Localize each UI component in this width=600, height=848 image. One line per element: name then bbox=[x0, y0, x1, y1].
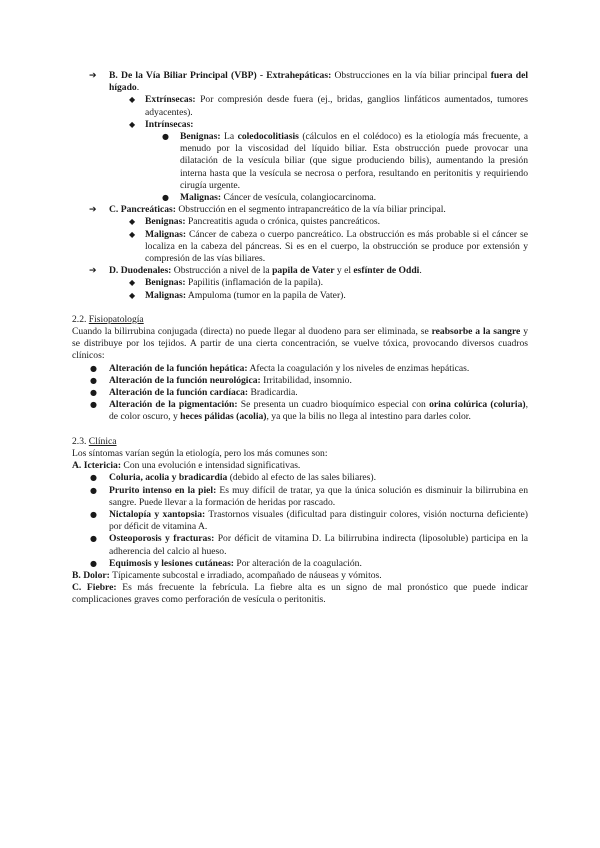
list-item-osteoporosis bbox=[72, 533, 528, 557]
diamond-bullet-icon: ◆ bbox=[129, 278, 136, 288]
fisio-p1-bold: reabsorbe a la sangre bbox=[431, 326, 521, 338]
vbp-letter: B. bbox=[109, 70, 118, 81]
clinica-intro: Los síntomas varían según la etiología, pero los más comunes son: bbox=[72, 447, 328, 459]
nictalopia-label: Nictalopía y xantopsia: bbox=[109, 508, 206, 520]
list-item-duodenales bbox=[72, 265, 528, 277]
list-item-vbp-malignas bbox=[72, 192, 528, 204]
coluria-label: Coluria, acolia y bradicardia bbox=[109, 472, 228, 484]
vbp-malignas-text: Cáncer de vesícula, colangiocarcinoma. bbox=[223, 192, 377, 204]
pancreaticas-benignas-label: Benignas: bbox=[145, 216, 186, 228]
extrinsecas-label: Extrínsecas: bbox=[145, 94, 196, 106]
duodenales-malignas-text: Ampuloma (tumor en la papila de Vater). bbox=[187, 289, 346, 301]
prurito-label: Prurito intenso en la piel: bbox=[109, 484, 217, 496]
pigmentacion-bold2: heces pálidas (acolia) bbox=[180, 411, 267, 423]
diamond-bullet-icon: ◆ bbox=[129, 290, 136, 300]
dolor-label: B. Dolor: bbox=[72, 569, 110, 581]
clinica-dolor bbox=[72, 570, 528, 582]
equimosis-label: Equimosis y lesiones cutáneas: bbox=[109, 557, 234, 569]
hepatica-label: Alteración de la función hepática: bbox=[109, 362, 248, 374]
coluria-text: (debido al efecto de las sales biliares). bbox=[229, 472, 376, 484]
pigmentacion-text3: , ya que la bilis no llega al intestino para darles color. bbox=[266, 411, 471, 423]
vbp-text-bold: fuera del hígado bbox=[109, 70, 528, 94]
extrinsecas-text: Por compresión desde fuera (ej., bridas, ganglios linfáticos aumentados, tumores adyacentes). bbox=[145, 94, 528, 118]
fiebre-label: C. Fiebre: bbox=[72, 582, 117, 594]
bullet-icon: ● bbox=[90, 509, 97, 519]
cardiaca-label: Alteración de la función cardíaca: bbox=[109, 387, 249, 399]
intrinsecas-label: Intrínsecas: bbox=[145, 118, 194, 130]
pancreaticas-letter: C. bbox=[109, 204, 119, 216]
fisio-heading: Fisiopatología bbox=[88, 313, 144, 325]
equimosis-text: Por alteración de la coagulación. bbox=[236, 557, 362, 569]
diamond-bullet-icon: ◆ bbox=[129, 119, 136, 129]
vbp-benignas-text1: La bbox=[223, 131, 235, 143]
duodenales-letter: D. bbox=[109, 265, 119, 277]
arrow-icon: ➔ bbox=[89, 71, 97, 81]
vbp-malignas-label: Malignas: bbox=[180, 192, 222, 204]
pancreaticas-text: Obstrucción en el segmento intrapancreático de la vía biliar principal. bbox=[178, 204, 446, 216]
list-item-pigmentacion bbox=[72, 399, 528, 423]
ictericia-text: Con una evolución e intensidad significativas. bbox=[123, 460, 301, 472]
pigmentacion-label: Alteración de la pigmentación: bbox=[109, 399, 238, 411]
pigmentacion-bold1: orina colúrica (coluria) bbox=[429, 399, 526, 411]
bullet-icon: ● bbox=[162, 193, 169, 203]
bullet-icon: ● bbox=[90, 485, 97, 495]
document-content bbox=[72, 70, 528, 607]
arrow-icon: ➔ bbox=[89, 205, 97, 216]
diamond-bullet-icon: ◆ bbox=[129, 229, 136, 239]
prurito-text: Es muy difícil de tratar, ya que la única solución es disminuir la bilirrubina en sangre. Puede llevar a la formación de heridas por rascado. bbox=[109, 484, 528, 508]
pancreaticas-malignas-text: Cáncer de cabeza o cuerpo pancreático. La obstrucción es más probable si el cáncer se localiza en la cabeza del páncreas. Si es en el cuerpo, la obstrucción se produce por extensión y compresión de las vías biliares. bbox=[145, 228, 528, 265]
fiebre-text: Es más frecuente la febrícula. La fiebre alta es un signo de mal pronóstico que puede indicar complicaciones graves como perforación de vesícula o peritonitis. bbox=[72, 582, 529, 606]
fisio-number: 2.2. bbox=[72, 313, 87, 325]
vbp-benignas-bold: coledocolitiasis bbox=[237, 131, 299, 143]
hepatica-text: Afecta la coagulación y los niveles de enzimas hepáticas. bbox=[249, 362, 470, 374]
list-item-hepatica bbox=[72, 363, 528, 375]
list-item-duodenales-malignas bbox=[72, 290, 528, 302]
duodenales-text2: y el bbox=[336, 265, 351, 277]
vbp-title: De la Vía Biliar Principal (VBP) - Extrahepáticas: bbox=[121, 70, 332, 81]
bullet-icon: ● bbox=[90, 388, 97, 398]
dolor-text: Típicamente subcostal e irradiado, acompañado de náuseas y vómitos. bbox=[112, 569, 382, 581]
bullet-icon: ● bbox=[90, 473, 97, 483]
list-item-extrinsecas bbox=[72, 94, 528, 118]
duodenales-benignas-text: Papilitis (inflamación de la papila). bbox=[187, 277, 324, 289]
osteoporosis-text: Por déficit de vitamina D. La bilirrubina indirecta (liposoluble) participa en la adherencia del calcio al hueso. bbox=[109, 533, 528, 557]
arrow-icon: ➔ bbox=[89, 266, 97, 277]
section-heading-fisiopatologia bbox=[72, 314, 528, 326]
list-item-neurologica bbox=[72, 375, 528, 387]
list-item-pancreaticas bbox=[72, 204, 528, 216]
pancreaticas-title: Pancreáticas: bbox=[120, 204, 176, 216]
duodenales-text1: Obstrucción a nivel de la bbox=[173, 265, 270, 277]
list-item-duodenales-benignas bbox=[72, 277, 528, 289]
list-item-pancreaticas-malignas bbox=[72, 229, 528, 266]
bullet-icon: ● bbox=[90, 534, 97, 544]
duodenales-bold1: papila de Vater bbox=[272, 265, 335, 277]
pigmentacion-text1: Se presenta un cuadro bioquímico especial con bbox=[240, 399, 426, 411]
list-item-prurito bbox=[72, 485, 528, 509]
cardiaca-text: Bradicardia. bbox=[250, 387, 298, 399]
vbp-text: Obstrucciones en la vía biliar principal bbox=[334, 70, 488, 81]
diamond-bullet-icon: ◆ bbox=[129, 95, 136, 105]
clinica-number: 2.3. bbox=[72, 435, 87, 447]
section-heading-clinica bbox=[72, 436, 528, 448]
list-item-vbp bbox=[72, 70, 528, 94]
ictericia-label: A. Ictericia: bbox=[72, 460, 122, 472]
pigmentacion-text2: , de color oscuro, y bbox=[109, 399, 528, 423]
list-item-equimosis bbox=[72, 558, 528, 570]
bullet-icon: ● bbox=[90, 400, 97, 410]
pancreaticas-benignas-text: Pancreatitis aguda o crónica, quistes pancreáticos. bbox=[187, 216, 381, 228]
bullet-icon: ● bbox=[90, 375, 97, 385]
duodenales-title: Duodenales: bbox=[120, 265, 172, 277]
duodenales-bold2: esfínter de Oddi bbox=[353, 265, 420, 277]
list-item-nictalopia bbox=[72, 509, 528, 533]
osteoporosis-label: Osteoporosis y fracturas: bbox=[109, 533, 215, 545]
vbp-benignas-label: Benignas: bbox=[180, 131, 221, 143]
clinica-heading: Clínica bbox=[88, 435, 117, 447]
bullet-icon: ● bbox=[162, 132, 169, 142]
duodenales-text3: . bbox=[419, 265, 422, 277]
list-item-cardiaca bbox=[72, 387, 528, 399]
clinica-fiebre bbox=[72, 582, 528, 606]
neurologica-label: Alteración de la función neurológica: bbox=[109, 374, 261, 386]
vbp-text-end: . bbox=[136, 82, 140, 94]
duodenales-benignas-label: Benignas: bbox=[145, 277, 186, 289]
neurologica-text: Irritabilidad, insomnio. bbox=[263, 374, 352, 386]
fisio-p2: y se distribuye por los tejidos. A partir de una cierta concentración, se vuelve tóxica, provocando diversos cuadros clínicos: bbox=[72, 326, 528, 362]
fisio-p1: Cuando la bilirrubina conjugada (directa) no puede llegar al duodeno para ser eliminada, se bbox=[72, 326, 429, 338]
fisio-paragraph bbox=[72, 326, 528, 363]
list-item-vbp-benignas bbox=[72, 131, 528, 192]
list-item-coluria bbox=[72, 472, 528, 484]
clinica-ictericia bbox=[72, 460, 528, 472]
diamond-bullet-icon: ◆ bbox=[129, 217, 136, 227]
nictalopia-text: Trastornos visuales (dificultad para distinguir colores, visión nocturna deficiente) por déficit de vitamina A. bbox=[109, 508, 528, 533]
duodenales-malignas-label: Malignas: bbox=[145, 289, 187, 301]
vbp-benignas-text2: (cálculos en el colédoco) es la etiología más frecuente, a menudo por la viscosidad del líquido biliar. Esta obstrucción puede provocar una dilatación de la vesícula biliar (que sigue produciendo bilis), aumentando la presión interna hasta que la vesícula se necrosa o perfora, resultando en peritonitis y requiriendo cirugía urgente. bbox=[180, 131, 529, 191]
pancreaticas-malignas-label: Malignas: bbox=[145, 228, 187, 240]
bullet-icon: ● bbox=[90, 363, 97, 373]
list-item-pancreaticas-benignas bbox=[72, 216, 528, 228]
list-item-intrinsecas bbox=[72, 119, 528, 131]
bullet-icon: ● bbox=[90, 558, 97, 568]
